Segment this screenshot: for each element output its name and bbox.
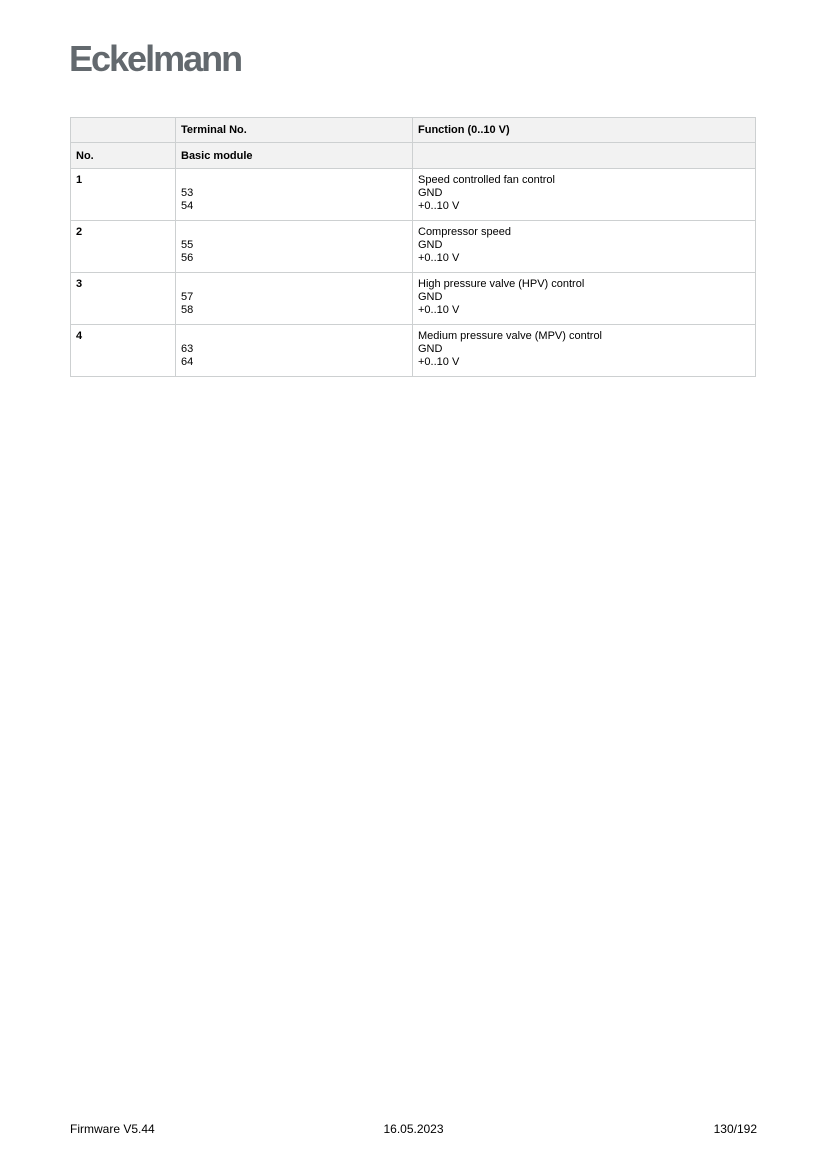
function-gnd: GND	[418, 291, 443, 303]
terminal-cell	[176, 169, 413, 221]
function-title: Speed controlled fan control	[418, 174, 555, 186]
analog-outputs-table	[70, 117, 756, 377]
function-title: Medium pressure valve (MPV) control	[418, 330, 603, 342]
terminal-number: 63	[181, 343, 194, 355]
terminal-cell	[176, 325, 413, 377]
function-cell	[413, 273, 756, 325]
table-header-row-1	[71, 118, 756, 143]
terminal-number: 64	[181, 356, 194, 368]
function-cell	[413, 221, 756, 273]
table-header-row-2	[71, 143, 756, 169]
row-number: 2	[71, 221, 176, 273]
terminal-number: 57	[181, 291, 194, 303]
header-terminal-no: Terminal No.	[176, 118, 413, 143]
header-empty-cell	[71, 118, 176, 143]
function-voltage: +0..10 V	[418, 304, 460, 316]
function-title: High pressure valve (HPV) control	[418, 278, 585, 290]
table-row-2	[71, 221, 756, 273]
terminal-blank-line	[181, 226, 406, 239]
function-gnd: GND	[418, 343, 443, 355]
row-number: 3	[71, 273, 176, 325]
terminal-cell	[176, 221, 413, 273]
function-title: Compressor speed	[418, 226, 511, 238]
function-voltage: +0..10 V	[418, 356, 460, 368]
terminal-blank-line	[181, 330, 406, 343]
table-row-3	[71, 273, 756, 325]
terminal-number: 58	[181, 304, 194, 316]
function-voltage: +0..10 V	[418, 252, 460, 264]
terminal-blank-line	[181, 174, 406, 187]
function-cell	[413, 325, 756, 377]
terminal-blank-line	[181, 278, 406, 291]
footer-date: 16.05.2023	[383, 1122, 444, 1136]
header-function: Function (0..10 V)	[413, 118, 756, 143]
footer-page-number: 130/192	[713, 1122, 757, 1136]
table-row-4	[71, 325, 756, 377]
terminal-cell	[176, 273, 413, 325]
terminal-number: 56	[181, 252, 194, 264]
header-basic-module: Basic module	[176, 143, 413, 169]
header-no: No.	[71, 143, 176, 169]
header-empty-cell-2	[413, 143, 756, 169]
footer-firmware-version: Firmware V5.44	[70, 1122, 155, 1136]
terminal-number: 54	[181, 200, 194, 212]
terminal-number: 55	[181, 239, 194, 251]
eckelmann-logo: Eckelmann	[69, 38, 242, 79]
page-footer	[70, 1121, 757, 1137]
terminal-number: 53	[181, 187, 194, 199]
table-row-1	[71, 169, 756, 221]
function-cell	[413, 169, 756, 221]
row-number: 1	[71, 169, 176, 221]
function-voltage: +0..10 V	[418, 200, 460, 212]
function-gnd: GND	[418, 187, 443, 199]
function-gnd: GND	[418, 239, 443, 251]
row-number: 4	[71, 325, 176, 377]
